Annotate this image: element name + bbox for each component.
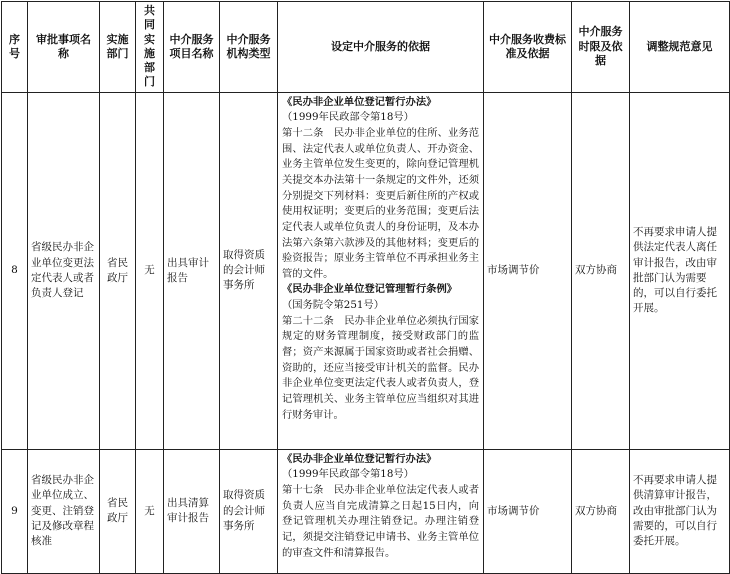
row-item: 省级民办非企业单位变更法定代表人或者负责人登记 xyxy=(28,92,100,449)
row-agency: 取得资质的会计师事务所 xyxy=(220,92,278,449)
row-no: 8 xyxy=(2,92,28,449)
approval-items-table xyxy=(1,1,730,574)
header-joint: 共同实施部门 xyxy=(136,2,164,93)
row-agency: 取得资质的会计师事务所 xyxy=(220,449,278,573)
row-item: 省级民办非企业单位成立、变更、注销登记及修改章程核准 xyxy=(28,449,100,573)
header-time: 中介服务时限及依据 xyxy=(572,2,630,93)
header-item: 审批事项名称 xyxy=(28,2,100,93)
row-opinion: 不再要求申请人提供清算审计报告，改由审批部门认为需要的，可以自行委托开展。 xyxy=(630,449,730,573)
table-row xyxy=(2,92,730,449)
row-basis xyxy=(278,449,484,573)
row-joint: 无 xyxy=(136,449,164,573)
row-service: 出具审计报告 xyxy=(164,92,220,449)
row-service: 出具清算审计报告 xyxy=(164,449,220,573)
law-source: （国务院令第251号） xyxy=(282,299,385,312)
row-opinion: 不再要求申请人提供法定代表人离任审计报告，改由审批部门认为需要的，可以自行委托开展。 xyxy=(630,92,730,449)
header-no: 序号 xyxy=(2,2,28,93)
row-basis xyxy=(278,92,484,449)
row-time: 双方协商 xyxy=(572,92,630,449)
row-fee: 市场调节价 xyxy=(484,92,572,449)
row-joint: 无 xyxy=(136,92,164,449)
law-text: 第十二条 民办非企业单位的住所、业务范围、法定代表人或单位负责人、开办资金、业务主管单位发生变更的，除向登记管理机关提交本办法第十一条规定的文件外，还须分别提交下列材料：变更后新住所的产权或使用权证明；变更后的业务范围；变更后法定代表人或单位负责人的身份证明，及本办法第六条第六款涉及的其他材料；变更后的验资报告；原业务主管单位不再承担业务主管的文件。 xyxy=(282,127,479,280)
row-time: 双方协商 xyxy=(572,449,630,573)
law-title: 《民办非企业单位登记暂行办法》 xyxy=(282,95,437,108)
table-row xyxy=(2,449,730,573)
row-no: 9 xyxy=(2,449,28,573)
header-service: 中介服务项目名称 xyxy=(164,2,220,93)
row-dept: 省民政厅 xyxy=(100,449,136,573)
header-agency: 中介服务机构类型 xyxy=(220,2,278,93)
header-basis: 设定中介服务的依据 xyxy=(278,2,484,93)
law-title: 《民办非企业单位登记管理暂行条例》 xyxy=(282,283,458,296)
row-dept: 省民政厅 xyxy=(100,92,136,449)
law-source: （1999年民政部令第18号） xyxy=(282,468,414,481)
header-row xyxy=(2,2,730,93)
row-fee: 市场调节价 xyxy=(484,449,572,573)
header-dept: 实施部门 xyxy=(100,2,136,93)
header-fee: 中介服务收费标准及依据 xyxy=(484,2,572,93)
law-text: 第二十二条 民办非企业单位必须执行国家规定的财务管理制度，接受财政部门的监督；资产来源属于国家资助或者社会捐赠、资助的，还应当接受审计机关的监督。民办非企业单位变更法定代表人或者负责人，登记管理机关、业务主管单位应当组织对其进行财务审计。 xyxy=(282,314,479,421)
header-opinion: 调整规范意见 xyxy=(630,2,730,93)
law-source: （1999年民政部令第18号） xyxy=(282,111,414,124)
law-text: 第十七条 民办非企业单位法定代表人或者负责人应当自完成清算之日起15日内，向登记管理机关办理注销登记。办理注销登记，须提交注销登记申请书、业务主管单位的审查文件和清算报告。 xyxy=(282,484,479,559)
law-title: 《民办非企业单位登记暂行办法》 xyxy=(282,452,437,465)
